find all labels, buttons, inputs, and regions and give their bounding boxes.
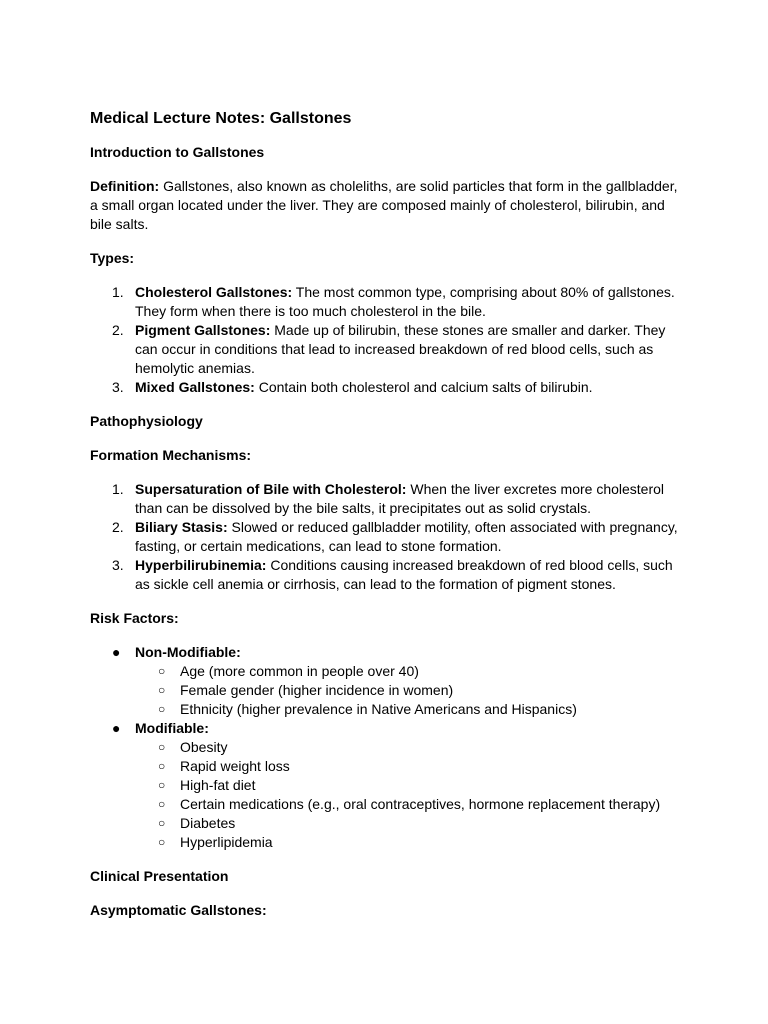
list-number: 2.: [112, 519, 124, 535]
list-item: [90, 480, 680, 518]
definition-paragraph: [90, 177, 680, 234]
sub-list-item: [135, 681, 680, 700]
list-item-label: Pigment Gallstones:: [135, 322, 271, 338]
sub-list-item-text: High-fat diet: [180, 777, 256, 793]
sub-list-item: [135, 833, 680, 852]
risk-factors-heading: Risk Factors:: [90, 610, 179, 626]
sub-list-item: [135, 757, 680, 776]
list-item: [90, 556, 680, 594]
sub-list-item: [135, 795, 680, 814]
list-item: [90, 643, 680, 719]
circle-bullet-icon: ○: [158, 702, 166, 716]
circle-bullet-icon: ○: [158, 759, 166, 773]
page-title: Medical Lecture Notes: Gallstones: [90, 110, 352, 127]
list-item: [90, 719, 680, 852]
sub-list-item: [135, 738, 680, 757]
mechanisms-list: [90, 480, 680, 594]
sub-list-item-text: Certain medications (e.g., oral contraceptives, hormone replacement therapy): [180, 796, 661, 812]
list-item-text: Conditions causing increased breakdown of red blood cells, such as sickle cell anemia or cirrhosis, can lead to the formation of pigment stones.: [135, 557, 673, 592]
sub-list-item: [135, 700, 680, 719]
circle-bullet-icon: ○: [158, 664, 166, 678]
list-item: [90, 378, 680, 397]
sub-list-item: [135, 814, 680, 833]
sub-list-item-text: Ethnicity (higher prevalence in Native Americans and Hispanics): [180, 701, 577, 717]
formation-heading: Formation Mechanisms:: [90, 447, 252, 463]
list-number: 1.: [112, 284, 124, 300]
risk-factors-list: [90, 643, 680, 852]
list-number: 3.: [112, 379, 124, 395]
asymptomatic-heading: Asymptomatic Gallstones:: [90, 902, 267, 918]
list-item: [90, 321, 680, 378]
pathophysiology-heading: Pathophysiology: [90, 413, 203, 429]
list-item-text: The most common type, comprising about 80% of gallstones. They form when there is too much cholesterol in the bile.: [135, 284, 675, 319]
sub-list-item-text: Diabetes: [180, 815, 236, 831]
bullet-icon: ●: [112, 644, 121, 660]
circle-bullet-icon: ○: [158, 835, 166, 849]
list-number: 1.: [112, 481, 124, 497]
circle-bullet-icon: ○: [158, 797, 166, 811]
clinical-presentation-heading: Clinical Presentation: [90, 868, 229, 884]
types-list: [90, 283, 680, 397]
definition-text: Gallstones, also known as choleliths, are solid particles that form in the gallbladder, a small organ located under the liver. They are composed mainly of cholesterol, bilirubin, and bile salts.: [90, 178, 678, 232]
sub-list-item-text: Female gender (higher incidence in women): [180, 682, 454, 698]
circle-bullet-icon: ○: [158, 683, 166, 697]
list-item-label: Biliary Stasis:: [135, 519, 228, 535]
list-item-text: When the liver excretes more cholesterol than can be dissolved by the bile salts, it precipitates out as solid crystals.: [135, 481, 665, 516]
list-item: [90, 518, 680, 556]
sub-list-item-text: Obesity: [180, 739, 228, 755]
risk-group-label: Non-Modifiable:: [135, 644, 241, 660]
list-item-label: Mixed Gallstones:: [135, 379, 255, 395]
sub-list-item: [135, 776, 680, 795]
sub-list: [135, 662, 680, 719]
intro-heading: Introduction to Gallstones: [90, 144, 265, 160]
circle-bullet-icon: ○: [158, 816, 166, 830]
list-item-text: Contain both cholesterol and calcium salts of bilirubin.: [254, 379, 593, 395]
list-item-label: Supersaturation of Bile with Cholesterol:: [135, 481, 407, 497]
sub-list: [135, 738, 680, 852]
definition-label: Definition:: [90, 178, 160, 194]
circle-bullet-icon: ○: [158, 778, 166, 792]
list-item-label: Cholesterol Gallstones:: [135, 284, 293, 300]
bullet-icon: ●: [112, 720, 121, 736]
document-page: [90, 108, 680, 935]
types-heading: Types:: [90, 250, 135, 266]
list-item-text: Made up of bilirubin, these stones are smaller and darker. They can occur in conditions that lead to increased breakdown of red blood cells, such as hemolytic anemias.: [135, 322, 666, 376]
list-item-text: Slowed or reduced gallbladder motility, often associated with pregnancy, fasting, or certain medications, can lead to stone formation.: [135, 519, 678, 554]
list-number: 2.: [112, 322, 124, 338]
sub-list-item-text: Age (more common in people over 40): [180, 663, 419, 679]
risk-group-label: Modifiable:: [135, 720, 209, 736]
sub-list-item-text: Hyperlipidemia: [180, 834, 273, 850]
circle-bullet-icon: ○: [158, 740, 166, 754]
sub-list-item: [135, 662, 680, 681]
list-number: 3.: [112, 557, 124, 573]
list-item: [90, 283, 680, 321]
sub-list-item-text: Rapid weight loss: [180, 758, 290, 774]
list-item-label: Hyperbilirubinemia:: [135, 557, 267, 573]
